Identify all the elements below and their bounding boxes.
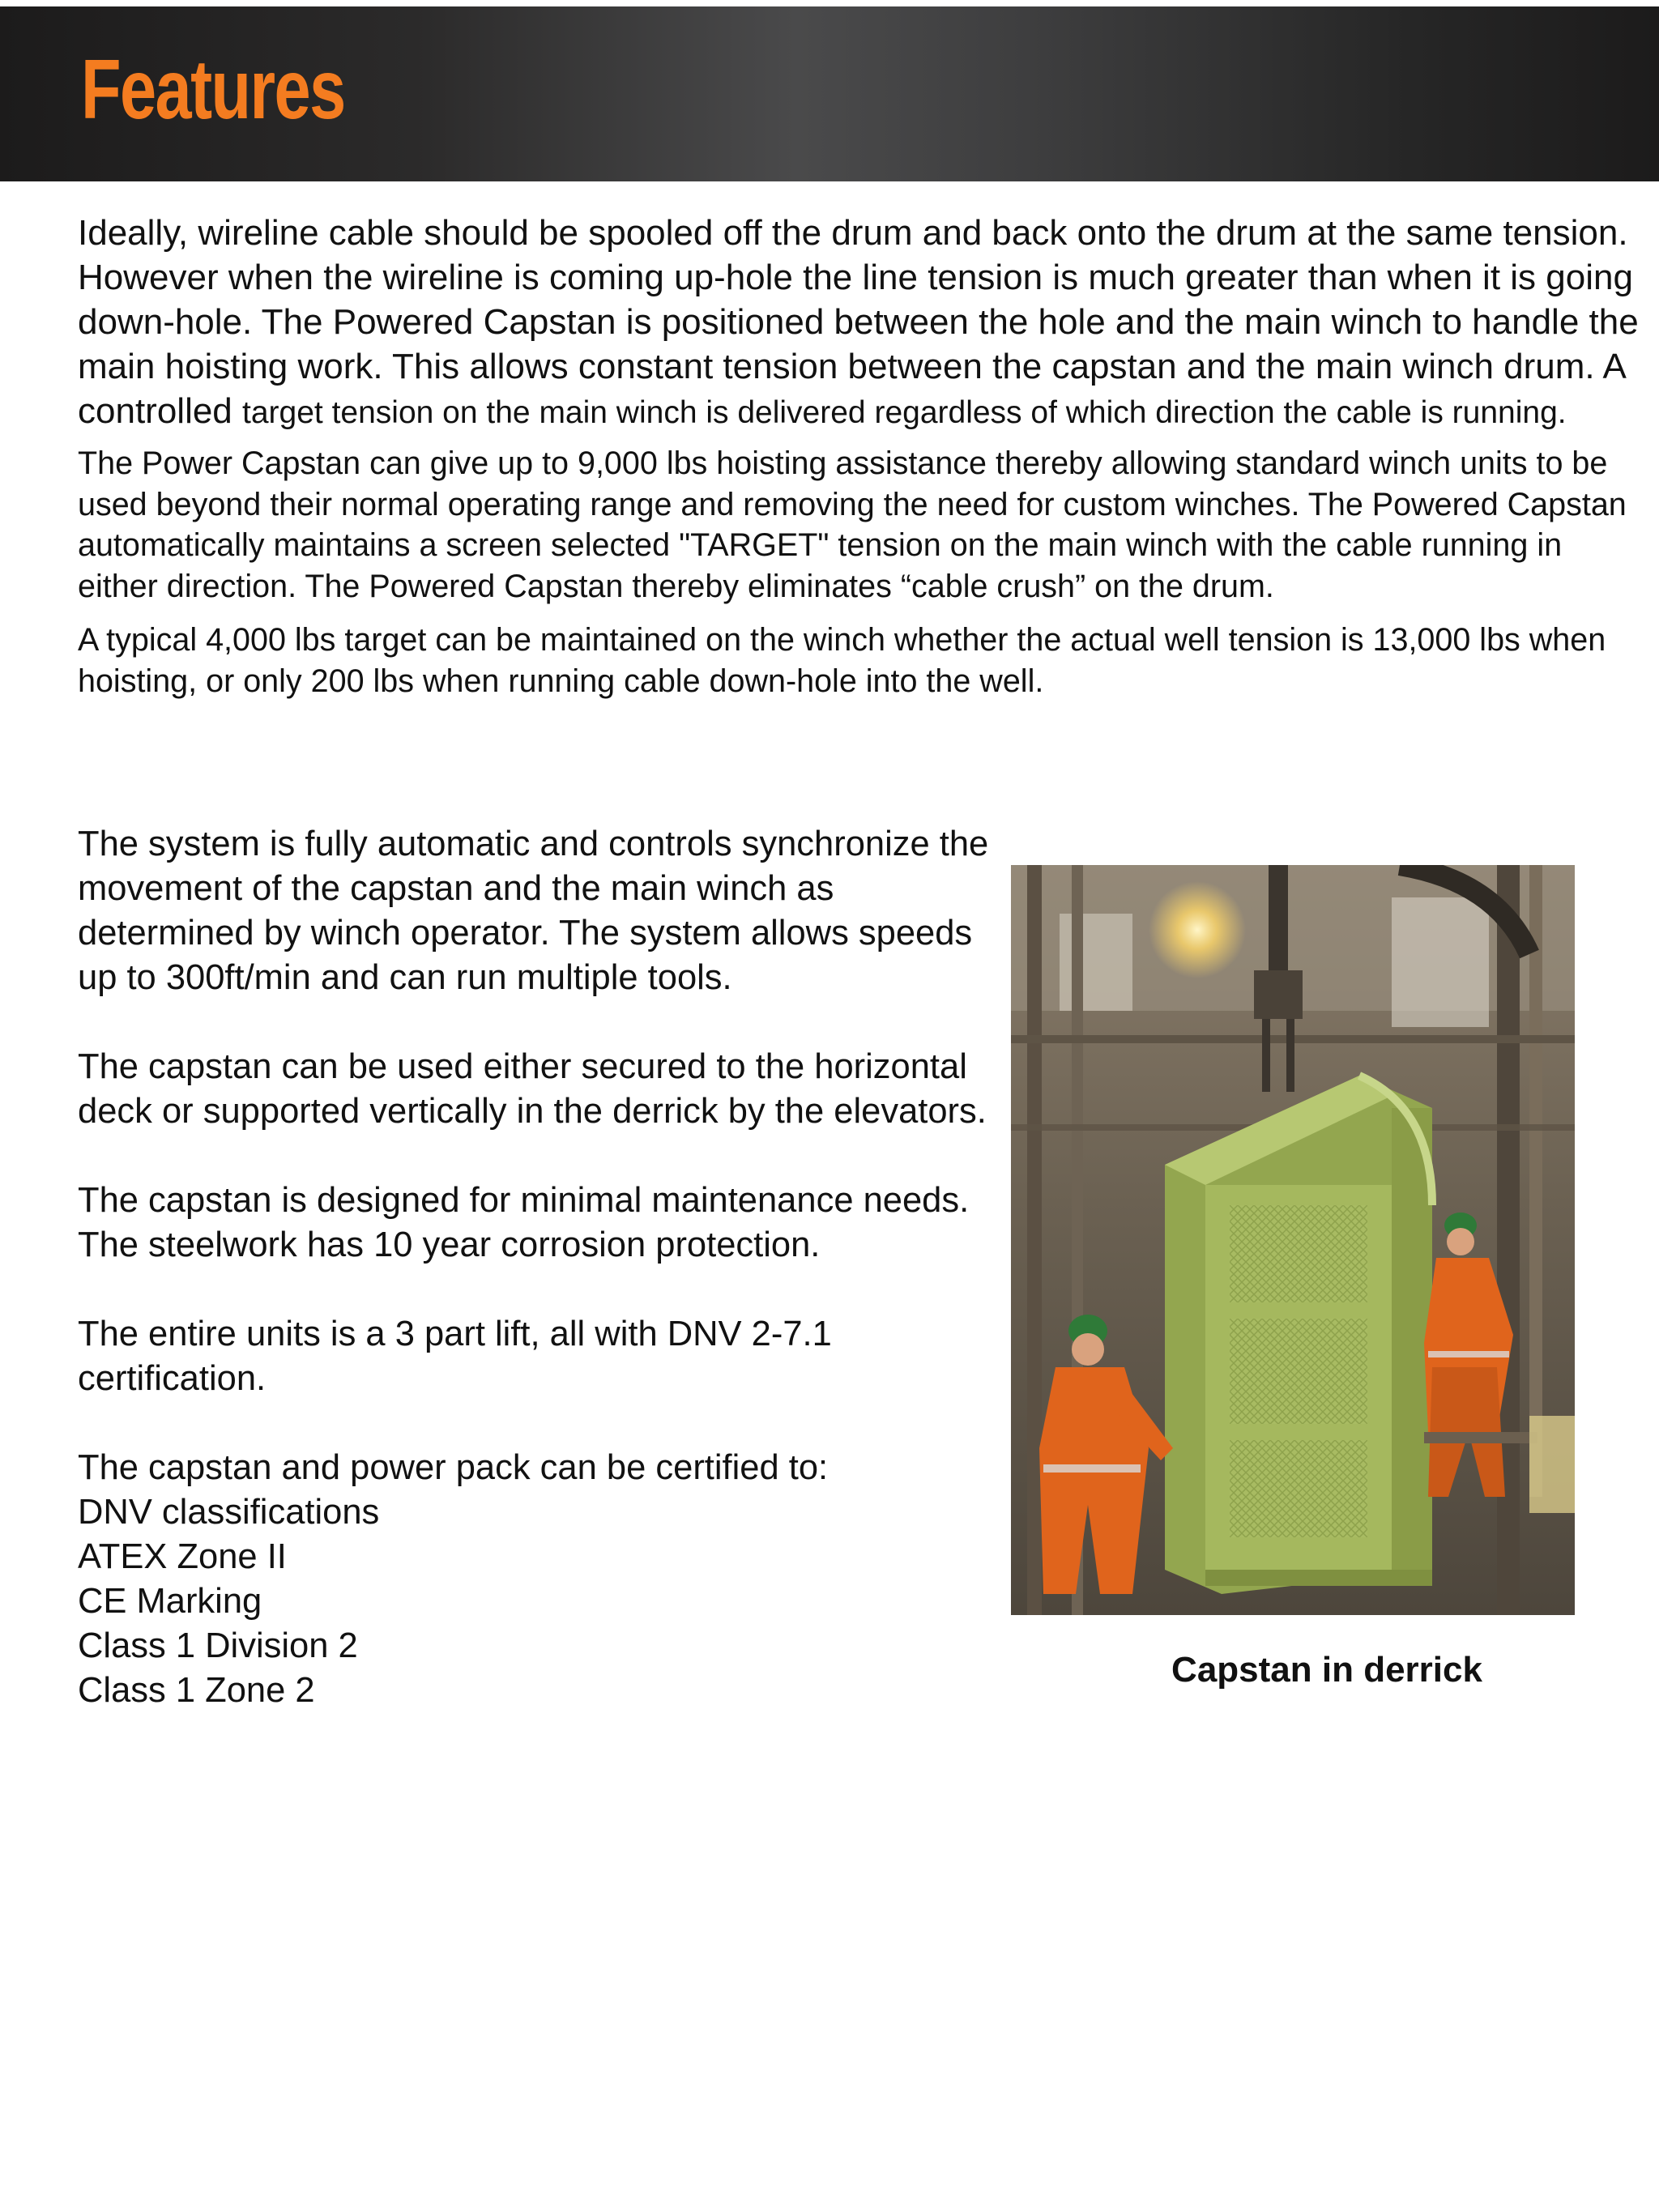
intro-paragraph-1-main: Ideally, wireline cable should be spooled off the drum and back onto the drum at the same tension. However when the wireline is coming up-hole the line tension is much greater than when it is going down-hole. The Powered Capstan is positioned between the hole and the main winch to handle the main hoisting work. This allows constant tension between the capstan and the main winch drum. A controlled	[78, 213, 1639, 431]
feature-maintenance-line-1: The capstan is designed for minimal maintenance needs.	[78, 1181, 970, 1220]
intro-paragraph-2: The Power Capstan can give up to 9,000 lbs hoisting assistance thereby allowing standard winch units to be used beyond their normal operating range and removing the need for custom winches. The Powered Capstan automatically maintains a screen selected "TARGET" tension on the main winch with the cable running in either direction. The Powered Capstan thereby eliminates “cable crush” on the drum.	[78, 445, 1627, 604]
photo-caption: Capstan in derrick	[1171, 1650, 1482, 1690]
capstan-photo-illustration	[1011, 865, 1575, 1615]
features-column	[78, 822, 1001, 1713]
certification-block	[78, 1446, 1001, 1713]
certification-item: CE Marking	[78, 1582, 262, 1621]
capstan-photo	[1011, 865, 1575, 1615]
certification-item: Class 1 Zone 2	[78, 1671, 315, 1710]
feature-maintenance	[78, 1178, 1001, 1268]
top-strip	[0, 0, 1659, 6]
certification-item: ATEX Zone II	[78, 1537, 287, 1576]
intro-paragraph-1	[78, 211, 1649, 435]
header-banner	[0, 6, 1659, 181]
certification-list	[78, 1490, 1001, 1713]
certification-intro: The capstan and power pack can be certified to:	[78, 1448, 829, 1487]
intro-paragraph-3: A typical 4,000 lbs target can be maintained on the winch whether the actual well tension is 13,000 lbs when hoisting, or only 200 lbs when running cable down-hole into the well.	[78, 622, 1606, 699]
page-title: Features	[81, 43, 345, 137]
intro-section	[78, 211, 1649, 701]
rig-light	[1149, 881, 1246, 978]
feature-maintenance-line-2: The steelwork has 10 year corrosion protection.	[78, 1225, 821, 1264]
feature-automatic: The system is fully automatic and controls synchronize the movement of the capstan and the main winch as determined by winch operator. The system allows speeds up to 300ft/min and can run multiple tools.	[78, 825, 989, 997]
feature-lift: The entire units is a 3 part lift, all with DNV 2-7.1 certification.	[78, 1315, 832, 1398]
intro-paragraph-1-small: target tension on the main winch is delivered regardless of which direction the cable is running.	[242, 395, 1567, 430]
certification-item: DNV classifications	[78, 1493, 380, 1532]
feature-mounting: The capstan can be used either secured to the horizontal deck or supported vertically in the derrick by the elevators.	[78, 1047, 987, 1131]
certification-item: Class 1 Division 2	[78, 1626, 358, 1665]
